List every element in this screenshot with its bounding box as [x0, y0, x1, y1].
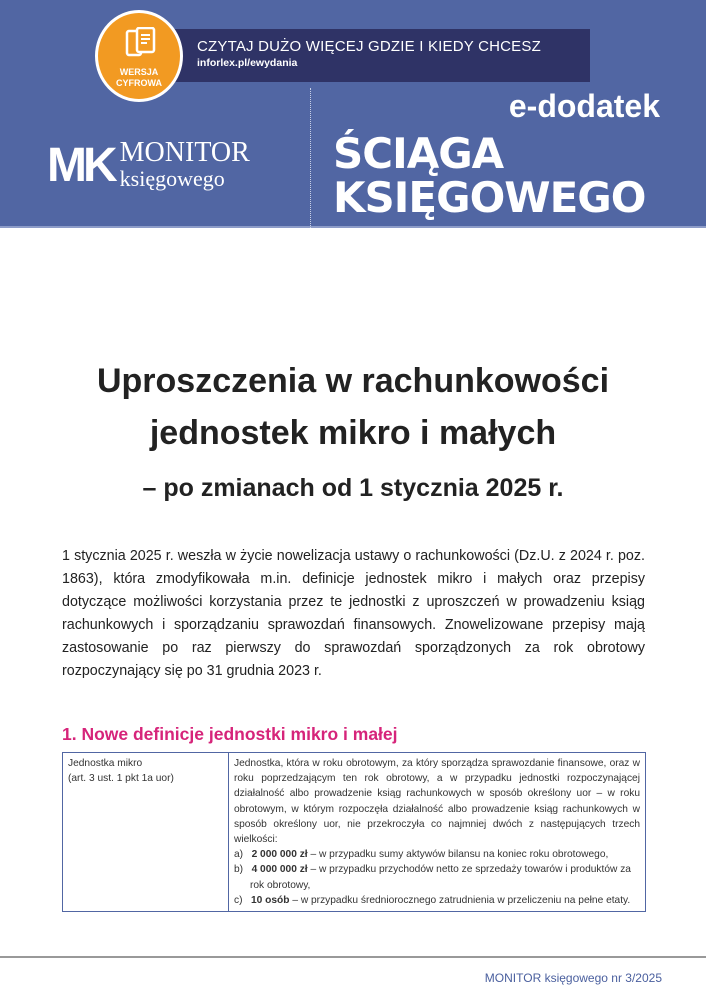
digital-version-badge [95, 10, 183, 102]
table-row [63, 753, 646, 912]
intro-paragraph: 1 stycznia 2025 r. weszła w życie nowelizacja ustawy o rachunkowości (Dz.U. z 2024 r. poz. 1863), która zmodyfikowała m.in. definicje jednostek mikro i małych oraz przepisy dotyczące możliwości korzystania przez te jednostki z uproszczeń w prowadzeniu ksiąg rachunkowych i sporządzaniu sprawozdań finansowych. Znowelizowane przepisy mają zastosowanie po raz pierwszy do sprawozdań sporządzonych za rok obrotowy rozpoczynający się po 31 grudnia 2023 r. [62, 548, 645, 679]
badge-line-2: CYFROWA [116, 78, 162, 88]
promo-link[interactable]: inforlex.pl/ewydania [197, 57, 298, 69]
item-text: – w przypadku średniorocznego zatrudnienia w przeliczeniu na pełne etaty. [289, 894, 631, 906]
list-item [234, 862, 640, 892]
logo-mark: MK [47, 139, 114, 192]
promo-banner[interactable] [165, 29, 590, 82]
item-value: 4 000 000 zł [251, 864, 308, 876]
item-text: – w przypadku sumy aktywów bilansu na koniec roku obrotowego, [307, 849, 609, 861]
footer-rule [0, 956, 706, 958]
supplement-title-line-2: KSIĘGOWEGO [333, 173, 646, 222]
monitor-logo [47, 138, 250, 193]
tablet-icon [125, 27, 157, 57]
supplement-title-line-1: ŚCIĄGA [333, 129, 504, 178]
term-reference: (art. 3 ust. 1 pkt 1a uor) [68, 773, 174, 785]
item-text: – w przypadku przychodów netto ze sprzedaży towarów i produktów za rok obrotowy, [250, 864, 631, 891]
list-item [234, 847, 640, 862]
item-letter: c) [234, 894, 243, 906]
item-letter: a) [234, 849, 244, 861]
term: Jednostka mikro [68, 758, 143, 769]
list-item [234, 893, 640, 908]
footer-issue: MONITOR księgowego nr 3/2025 [484, 971, 662, 985]
promo-text: CZYTAJ DUŻO WIĘCEJ GDZIE I KIEDY CHCESZ [197, 38, 541, 55]
logo-name: MONITOR [119, 136, 250, 168]
page-title-line-1: Uproszczenia w rachunkowości [96, 362, 610, 400]
page-title-line-2: jednostek mikro i małych [149, 414, 557, 452]
logo-sub: księgowego [119, 165, 225, 191]
definitions-table [62, 752, 646, 912]
definition-cell [229, 753, 646, 912]
supplement-title [333, 129, 646, 222]
page-subtitle: – po zmianach od 1 stycznia 2025 r. [142, 474, 564, 502]
header-band [0, 0, 706, 228]
item-letter: b) [234, 864, 244, 876]
term-cell [63, 753, 229, 912]
divider [310, 88, 311, 228]
badge-line-1: WERSJA [119, 67, 159, 77]
definition-text: Jednostka, która w roku obrotowym, za który sporządza sprawozdanie finansowe, oraz w roku poprzedzającym ten rok obrotowy, a w przypadku jednostki rozpoczynającej działalność albo prowadzenie ksiąg rachunkowych w sposób określony uor – w roku obrotowym, w którym rozpoczęła działalność albo prowadzenie ksiąg rachunkowych w sposób określony uor, nie przekroczyła co najmniej dwóch z następujących trzech wielkości: [234, 758, 640, 846]
item-value: 2 000 000 zł [251, 849, 308, 861]
section-heading: 1. Nowe definicje jednostki mikro i małej [62, 724, 398, 744]
item-value: 10 osób [251, 894, 290, 906]
edodatek-label: e-dodatek [508, 88, 660, 124]
